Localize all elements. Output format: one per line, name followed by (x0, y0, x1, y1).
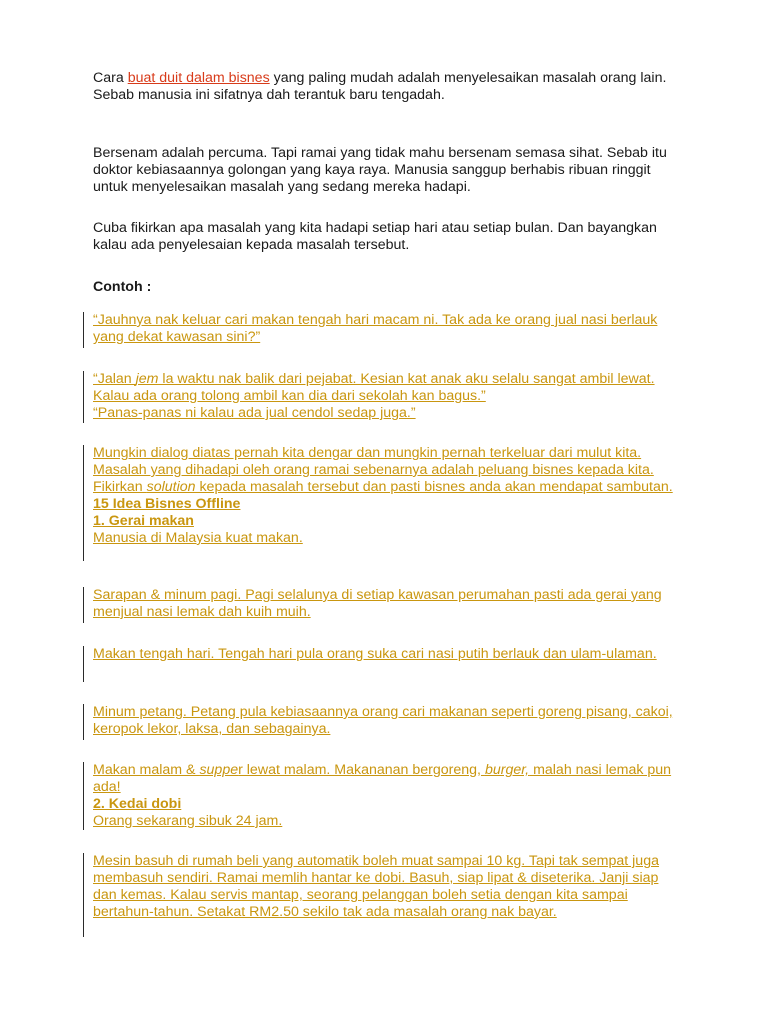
quote-2-text: “Jalan (93, 371, 136, 387)
para-fikirkan: Cuba fikirkan apa masalah yang kita hadapi setiap hari atau setiap bulan. Dan bayangkan kalau ada penyelesaian kepada masalah tersebut. (93, 220, 657, 253)
malam-item[interactable] (93, 762, 683, 830)
intro-paragraph (93, 70, 683, 104)
malam-text-cont: malah nasi lemak pun ada! (93, 762, 672, 795)
block-3[interactable] (93, 445, 683, 547)
malam-em-2: burger, (484, 762, 530, 778)
quote-bar (83, 371, 84, 423)
block-3-line: Manusia di Malaysia kuat makan. (93, 530, 303, 546)
intro-text-cont: yang paling mudah adalah menyelesaikan masalah orang lain. (269, 70, 667, 86)
block-3-text-cont: kepada masalah tersebut dan pasti bisnes anda akan mendapat sambutan. (195, 479, 673, 495)
quote-bar (83, 445, 84, 561)
quote-2-em: jem (135, 371, 159, 387)
malam-text-mid: r lewat malam. Makananan bergoreng, (238, 762, 485, 778)
gerai-makan-heading: 1. Gerai makan (93, 513, 194, 529)
quote-2-text-cont: la waktu nak balik dari pejabat. Kesian kat anak aku selalu sangat ambil lewat. Kalau ada orang tolong ambil kan dia dari sekolah kan bagus.” (93, 371, 655, 404)
quote-bar (83, 704, 84, 740)
quote-bar (83, 587, 84, 623)
quote-bar (83, 646, 84, 682)
malam-line: Orang sekarang sibuk 24 jam. (93, 813, 283, 829)
intro-text: Cara (93, 70, 128, 86)
quote-bar (83, 762, 84, 830)
quote-1[interactable]: “Jauhnya nak keluar cari makan tengah hari macam ni. Tak ada ke orang jual nasi berlauk yang dekat kawasan sini?” (93, 312, 658, 345)
para-bersenam: Bersenam adalah percuma. Tapi ramai yang tidak mahu bersenam semasa sihat. Sebab itu doktor kebiasaannya golongan yang kaya raya. Manusia sanggup berhabis ribuan ringgit untuk menyelesaikan masalah yang sedang mereka hadapi. (93, 145, 667, 195)
block-3-text: Mungkin dialog diatas pernah kita dengar dan mungkin pernah terkeluar dari mulut kita. Masalah yang dihadapi oleh orang ramai sebenarnya adalah peluang bisnes kepada kita. Fikirkan (93, 445, 654, 495)
quote-bar (83, 312, 84, 348)
quote-2[interactable] (93, 371, 683, 422)
kedai-dobi-heading: 2. Kedai dobi (93, 796, 182, 812)
malam-text: Makan malam & (93, 762, 200, 778)
block-3-em: solution (146, 479, 196, 495)
intro-line2: Sebab manusia ini sifatnya dah terantuk baru tengadah. (93, 87, 445, 103)
mesin-item[interactable]: Mesin basuh di rumah beli yang automatik boleh muat sampai 10 kg. Tapi tak sempat juga membasuh sendiri. Ramai memlih hantar ke dobi. Basuh, siap lipat & diseterika. Janji siap dan kemas. Kalau servis mantap, seorang pelanggan boleh setia dengan kita sampai bertahun-tahun. Setakat RM2.50 sekilo tak ada masalah orang nak bayar. (93, 853, 659, 920)
tengahari-item[interactable]: Makan tengah hari. Tengah hari pula orang suka cari nasi putih berlauk dan ulam-ulaman. (93, 646, 657, 662)
idea-heading: 15 Idea Bisnes Offline (93, 496, 241, 512)
malam-em-1: suppe (199, 762, 239, 778)
petang-item[interactable]: Minum petang. Petang pula kebiasaannya orang cari makanan seperti goreng pisang, cakoi, keropok lekor, laksa, dan sebagainya. (93, 704, 673, 737)
sarapan-item[interactable]: Sarapan & minum pagi. Pagi selalunya di setiap kawasan perumahan pasti ada gerai yang menjual nasi lemak dah kuih muih. (93, 587, 662, 620)
quote-bar (83, 853, 84, 937)
bisnes-link[interactable]: buat duit dalam bisnes (127, 70, 270, 86)
quote-2-line2: “Panas-panas ni kalau ada jual cendol sedap juga.” (93, 405, 416, 421)
contoh-label: Contoh : (93, 279, 152, 295)
